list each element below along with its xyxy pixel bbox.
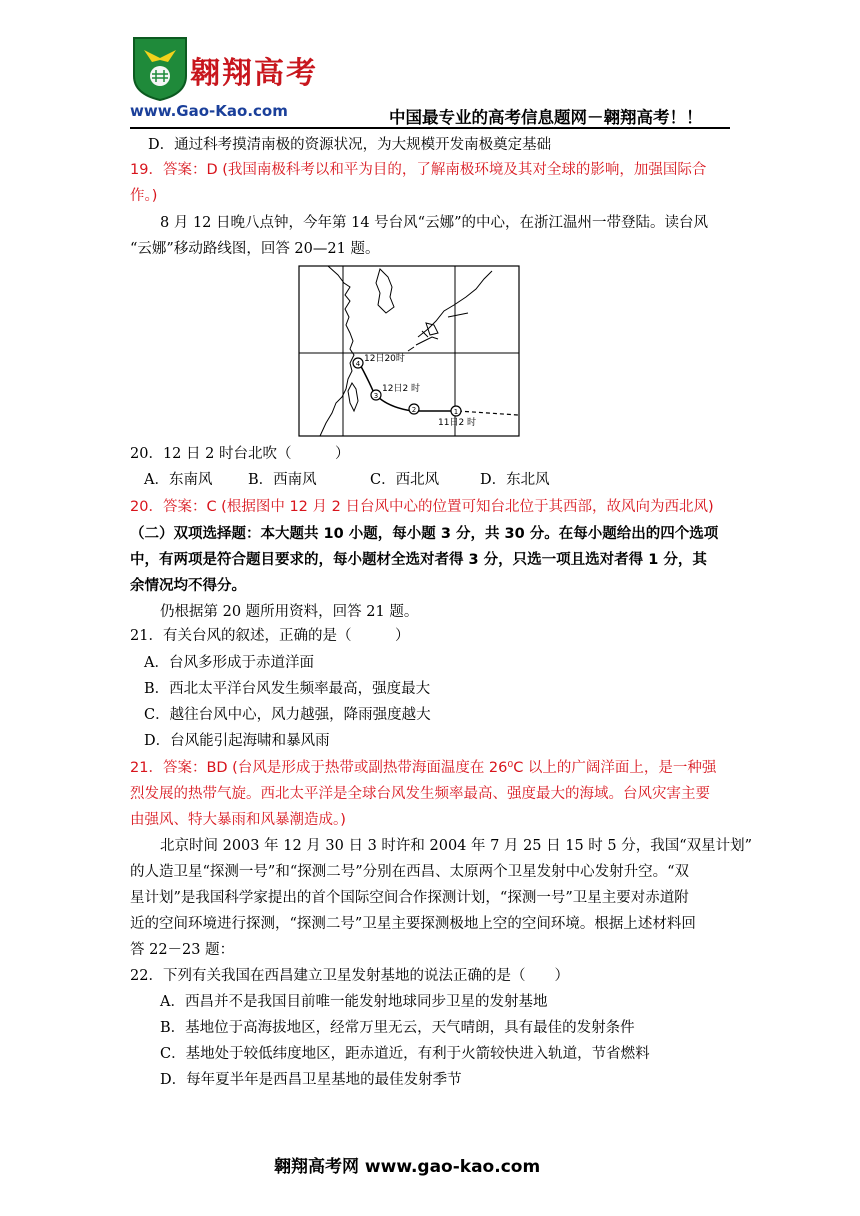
answer-19-line1: 19．答案：D (我国南极科考以和平为目的，了解南极环境及其对全球的影响，加强国际合 xyxy=(130,162,707,178)
label-12-20: 12日20时 xyxy=(364,354,405,364)
q20-option-b: B．西南风 xyxy=(248,472,317,488)
track-point-2 xyxy=(409,404,419,414)
answer-21-line1: 21．答案：BD (台风是形成于热带或副热带海面温度在 26⁰C 以上的广阔洋面上，是一种强 xyxy=(130,760,717,776)
section-2-line1: （二）双项选择题：本大题共 10 小题，每小题 3 分，共 30 分。在每小题给出的四个选项 xyxy=(130,526,719,542)
section-2-line3: 余情况均不得分。 xyxy=(130,578,246,594)
q22-option-c: C．基地处于较低纬度地区，距赤道近，有利于火箭较快进入轨道，节省燃料 xyxy=(160,1046,650,1062)
question-22: 22．下列有关我国在西昌建立卫星发射基地的说法正确的是（ ） xyxy=(130,968,569,984)
q20-option-c: C．西北风 xyxy=(370,472,440,488)
svg-text:2: 2 xyxy=(411,406,417,414)
logo-text: 翱翔高考 xyxy=(190,56,318,91)
svg-text:1: 1 xyxy=(453,408,459,416)
track-point-4 xyxy=(353,358,363,368)
q20-option-d: D．东北风 xyxy=(480,472,550,488)
option-d-prev: D．通过科考摸清南极的资源状况，为大规模开发南极奠定基础 xyxy=(148,137,552,153)
typhoon-track-map xyxy=(298,265,520,437)
answer-20: 20．答案：C (根据图中 12 月 2 日台风中心的位置可知台北位于其西部，故风向为西北风) xyxy=(130,499,714,515)
section-2-line2: 中，有两项是符合题目要求的，每小题材全选对者得 3 分，只选一项且选对者得 1 分，其 xyxy=(130,552,707,568)
q21-option-b: B．西北太平洋台风发生频率最高，强度最大 xyxy=(144,681,431,697)
intro-20-line2: “云娜”移动路线图，回答 20—21 题。 xyxy=(130,241,380,257)
intro-22-line5: 答 22－23 题： xyxy=(130,942,235,958)
header-rule xyxy=(130,127,730,129)
intro-20-line1: 8 月 12 日晚八点钟，今年第 14 号台风“云娜”的中心，在浙江温州一带登陆。读台风 xyxy=(160,215,708,231)
intro-22-line1: 北京时间 2003 年 12 月 30 日 3 时许和 2004 年 7 月 25 日 15 时 5 分，我国“双星计划” xyxy=(160,838,753,854)
track-point-3 xyxy=(371,390,381,400)
q22-option-a: A．西昌并不是我国目前唯一能发射地球同步卫星的发射基地 xyxy=(160,994,548,1010)
q22-option-d: D．每年夏半年是西昌卫星基地的最佳发射季节 xyxy=(160,1072,462,1088)
logo-emblem xyxy=(130,36,190,102)
logo-url[interactable]: www.Gao-Kao.com xyxy=(130,102,288,120)
question-21: 21．有关台风的叙述，正确的是（ ） xyxy=(130,628,410,644)
intro-21: 仍根据第 20 题所用资料，回答 21 题。 xyxy=(160,604,419,620)
q21-option-c: C．越往台风中心，风力越强，降雨强度越大 xyxy=(144,707,431,723)
q20-option-a: A．东南风 xyxy=(144,472,213,488)
svg-text:3: 3 xyxy=(373,392,379,400)
logo-emblem-icon xyxy=(130,36,190,102)
q22-option-b: B．基地位于高海拔地区，经常万里无云，天气晴朗，具有最佳的发射条件 xyxy=(160,1020,635,1036)
question-20: 20．12 日 2 时台北吹（ ） xyxy=(130,446,350,462)
label-12-2: 12日2 时 xyxy=(382,384,421,394)
answer-21-line2: 烈发展的热带气旋。西北太平洋是全球台风发生频率最高、强度最大的海域。台风灾害主要 xyxy=(130,786,710,802)
intro-22-line2: 的人造卫星“探测一号”和“探测二号”分别在西昌、太原两个卫星发射中心发射升空。“双 xyxy=(130,864,690,880)
site-slogan: 中国最专业的高考信息题网－翱翔高考！！ xyxy=(389,108,703,127)
answer-19-line2: 作。) xyxy=(130,188,158,204)
intro-22-line3: 星计划”是我国科学家提出的首个国际空间合作探测计划，“探测一号”卫星主要对赤道附 xyxy=(130,890,689,906)
footer-text: 翱翔高考网 www.gao-kao.com xyxy=(274,1157,541,1177)
label-11-2: 11日2 时 xyxy=(438,418,477,428)
intro-22-line4: 近的空间环境进行探测，“探测二号”卫星主要探测极地上空的空间环境。根据上述材料回 xyxy=(130,916,696,932)
answer-21-line3: 由强风、特大暴雨和风暴潮造成。) xyxy=(130,812,346,828)
q21-option-a: A．台风多形成于赤道洋面 xyxy=(144,655,314,671)
track-point-1 xyxy=(451,406,461,416)
q21-option-d: D．台风能引起海啸和暴风雨 xyxy=(144,733,330,749)
svg-text:4: 4 xyxy=(355,360,361,368)
